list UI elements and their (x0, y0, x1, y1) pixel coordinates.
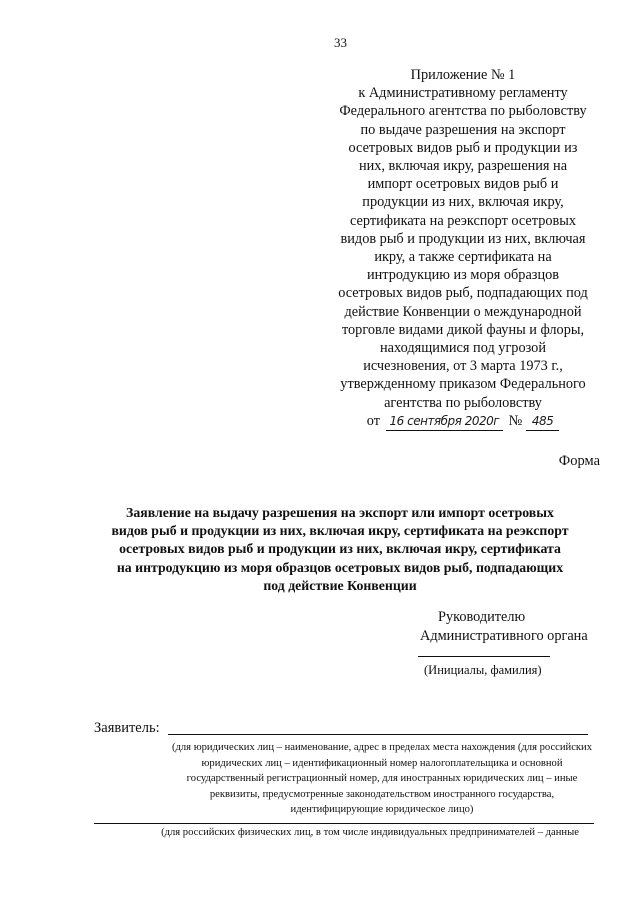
signature-field-line[interactable] (418, 656, 550, 657)
applicant-label: Заявитель: (94, 720, 160, 736)
title-line: видов рыб и продукции из них, включая икру, сертификата на реэкспорт (111, 523, 569, 539)
appendix-line: действие Конвенции о международной (344, 303, 582, 320)
applicant-field-line[interactable] (168, 734, 588, 735)
order-number-handwritten: 485 (526, 412, 559, 431)
title-line: на интродукцию из моря образцов осетровых видов рыб, подпадающих (116, 559, 564, 575)
signature-caption: (Инициалы, фамилия) (424, 663, 542, 677)
appendix-line: к Административному регламенту (358, 85, 568, 102)
order-number-label: № (508, 412, 523, 429)
recipient-block (420, 608, 620, 646)
title-line: под действие Конвенции (263, 577, 417, 593)
appendix-line: исчезновения, от 3 марта 1973 г., (363, 358, 563, 375)
applicant-field-line-2[interactable] (94, 823, 594, 824)
applicant-note-line: реквизиты, предусмотренные законодательством иностранного государства, (209, 788, 555, 800)
applicant-note-line: идентифицирующие юридическое лицо) (290, 804, 474, 816)
recipient-line-2: Административного органа (420, 628, 588, 644)
order-date-handwritten: 16 сентября 2020г (386, 412, 504, 431)
title-line: осетровых видов рыб и продукции из них, включая икру, сертификата (119, 541, 561, 557)
appendix-line: осетровых видов рыб и продукции из (348, 139, 578, 156)
appendix-line: находящимися под угрозой (380, 340, 546, 357)
appendix-line: видов рыб и продукции из них, включая (340, 230, 586, 247)
applicant-note (150, 740, 614, 818)
title-line: Заявление на выдачу разрешения на экспорт или импорт осетровых (126, 505, 554, 520)
appendix-header (318, 66, 608, 431)
appendix-line: утвержденному приказом Федерального (340, 376, 586, 393)
appendix-line: по выдаче разрешения на экспорт (360, 121, 566, 138)
appendix-line: осетровых видов рыб, подпадающих под (338, 285, 588, 302)
applicant-note-line: юридических лиц – идентификационный номер налогоплательщика и основной (201, 757, 563, 769)
form-label: Форма (558, 453, 600, 469)
order-reference (318, 412, 608, 431)
appendix-line: Приложение № 1 (410, 67, 516, 83)
appendix-line: продукции из них, включая икру, (362, 194, 564, 211)
document-title (80, 504, 600, 595)
applicant-note-line: (для юридических лиц – наименование, адрес в пределах места нахождения (для российских (171, 742, 593, 753)
order-prefix: от (366, 412, 380, 429)
appendix-line: Федерального агентства по рыболовству (339, 103, 587, 120)
applicant-note-2: (для российских физических лиц, в том числе индивидуальных предпринимателей – данные (161, 827, 579, 838)
appendix-line: интродукцию из моря образцов (366, 267, 560, 284)
appendix-line: икру, а также сертификата на (374, 249, 552, 266)
recipient-line-1: Руководителю (438, 609, 526, 625)
page-number: 33 (334, 35, 347, 50)
appendix-line: них, включая икру, разрешения на (358, 158, 568, 175)
appendix-line: агентства по рыболовству (384, 394, 542, 411)
appendix-line: сертификата на реэкспорт осетровых (350, 212, 576, 229)
applicant-note-line: государственный регистрационный номер, для иностранных юридических лиц – иные (186, 773, 578, 785)
appendix-line: торговле видами дикой фауны и флоры, (341, 321, 585, 338)
appendix-line: импорт осетровых видов рыб и (367, 176, 559, 193)
